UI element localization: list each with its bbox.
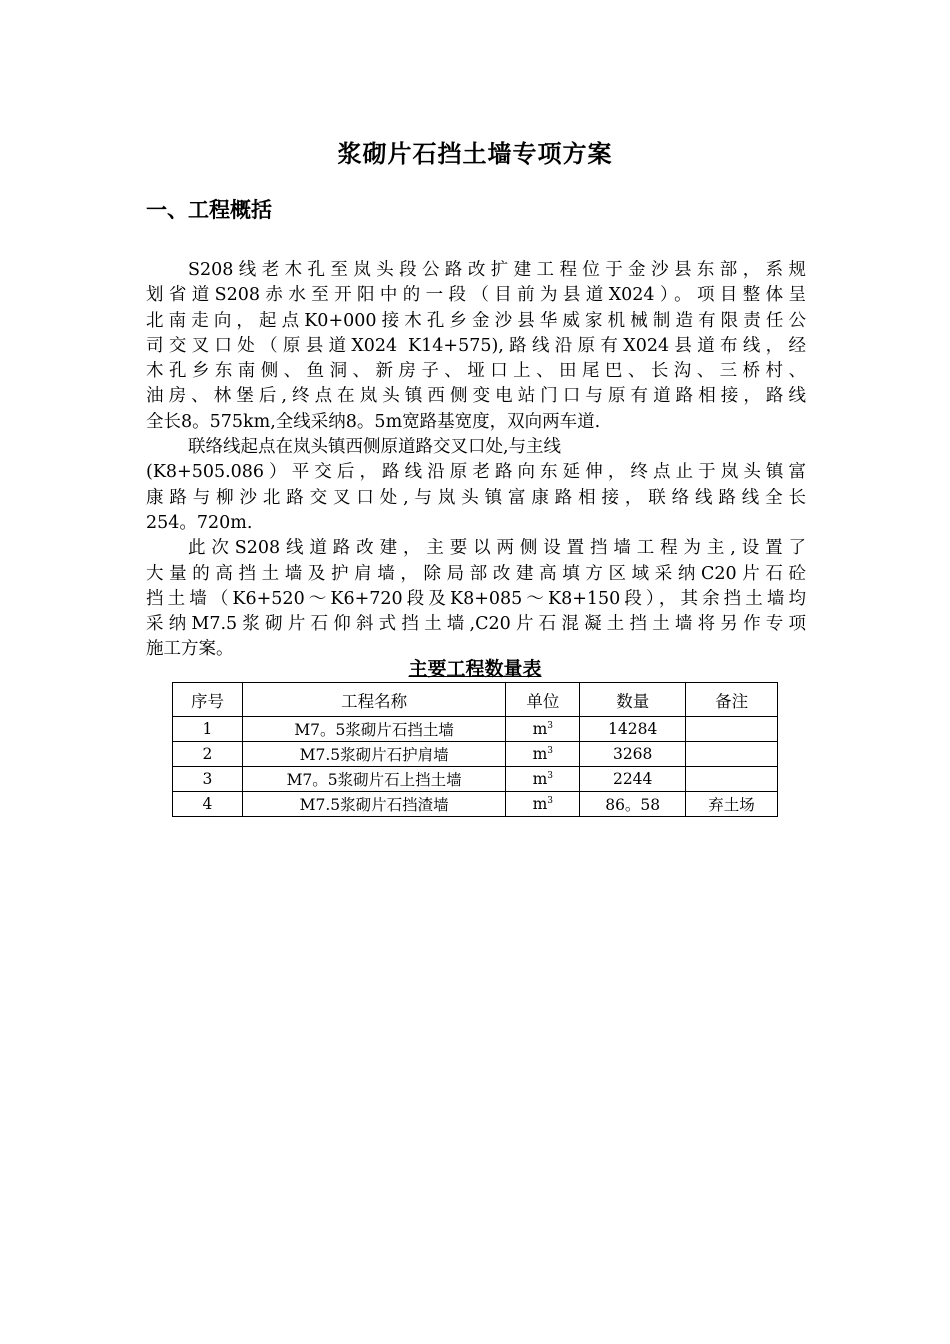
cell-unit: [506, 717, 580, 742]
table-row: [173, 717, 778, 742]
cell-quantity: 3268: [580, 742, 686, 767]
header-unit: 单位: [506, 683, 580, 717]
cell-note: [686, 742, 778, 767]
paragraph-line: 挡土墙（K6+520～K6+720段及K8+085～K8+150段），其余挡土墙均: [146, 588, 806, 609]
table-title: 主要工程数量表: [408, 658, 542, 680]
table-row: [173, 742, 778, 767]
header-note: 备注: [686, 683, 778, 717]
unit-base: m: [532, 770, 548, 788]
paragraph-retaining-walls: [146, 536, 806, 662]
paragraph-line: 联络线起点在岚头镇西侧原道路交叉口处,与主线: [188, 437, 562, 458]
paragraph-line: 施工方案。: [146, 639, 234, 660]
paragraph-line: 北南走向，起点K0+000接木孔乡金沙县华威家机械制造有限责任公: [146, 310, 806, 331]
cell-unit: [506, 792, 580, 817]
paragraph-line: (K8+505.086）平交后，路线沿原老路向东延伸，终点止于岚头镇富: [146, 462, 806, 483]
paragraph-line: 254。720m.: [146, 512, 253, 533]
paragraph-line: 采纳M7.5浆砌片石仰斜式挡土墙,C20片石混凝土挡土墙将另作专项: [146, 614, 806, 635]
cell-name: M7.5浆砌片石挡渣墙: [242, 792, 506, 817]
paragraph-overview: [146, 258, 806, 435]
cell-no: 2: [173, 742, 243, 767]
cell-name: M7.5浆砌片石护肩墙: [242, 742, 506, 767]
cell-quantity: 14284: [580, 717, 686, 742]
quantity-table: [172, 682, 778, 817]
document-title: 浆砌片石挡土墙专项方案: [337, 139, 613, 168]
cell-no: 3: [173, 767, 243, 792]
paragraph-line: 司交叉口处（原县道X024 K14+575),路线沿原有X024县道布线，经: [146, 335, 806, 356]
cell-quantity: 86。58: [580, 792, 686, 817]
table-row: [173, 792, 778, 817]
cell-name: M7。5浆砌片石上挡土墙: [242, 767, 506, 792]
paragraph-line: 此次S208线道路改建，主要以两侧设置挡墙工程为主,设置了: [188, 538, 806, 559]
paragraph-link-road: [146, 435, 806, 536]
paragraph-line: 全长8。575km,全线采纳8。5m宽路基宽度，双向两车道.: [146, 411, 601, 432]
paragraph-line: 油房、林堡后,终点在岚头镇西侧变电站门口与原有道路相接，路线: [146, 386, 806, 407]
section-heading: 一、工程概括: [146, 197, 272, 222]
cell-unit: [506, 767, 580, 792]
unit-base: m: [532, 795, 548, 813]
cell-no: 4: [173, 792, 243, 817]
cell-quantity: 2244: [580, 767, 686, 792]
paragraph-line: 康路与柳沙北路交叉口处,与岚头镇富康路相接，联络线路线全长: [146, 487, 806, 508]
header-name: 工程名称: [242, 683, 506, 717]
cell-note: [686, 767, 778, 792]
table-row: [173, 767, 778, 792]
unit-exponent: 3: [547, 770, 554, 781]
paragraph-line: 木孔乡东南侧、鱼洞、新房子、垭口上、田尾巴、长沟、三桥村、: [146, 361, 806, 382]
header-no: 序号: [173, 683, 243, 717]
unit-exponent: 3: [547, 720, 554, 731]
unit-base: m: [532, 720, 548, 738]
paragraph-line: 划省道S208赤水至开阳中的一段（目前为县道X024）。项目整体呈: [146, 285, 806, 306]
unit-exponent: 3: [547, 745, 554, 756]
cell-note: [686, 717, 778, 742]
unit-exponent: 3: [547, 795, 554, 806]
unit-base: m: [532, 745, 548, 763]
header-quantity: 数量: [580, 683, 686, 717]
paragraph-line: S208线老木孔至岚头段公路改扩建工程位于金沙县东部，系规: [188, 260, 806, 280]
cell-no: 1: [173, 717, 243, 742]
cell-unit: [506, 742, 580, 767]
cell-name: M7。5浆砌片石挡土墙: [242, 717, 506, 742]
cell-note: 弃土场: [686, 792, 778, 817]
body-text: [146, 258, 806, 663]
table-header-row: [173, 683, 778, 717]
paragraph-line: 大量的高挡土墙及护肩墙，除局部改建高填方区域采纳C20片石砼: [146, 563, 806, 584]
